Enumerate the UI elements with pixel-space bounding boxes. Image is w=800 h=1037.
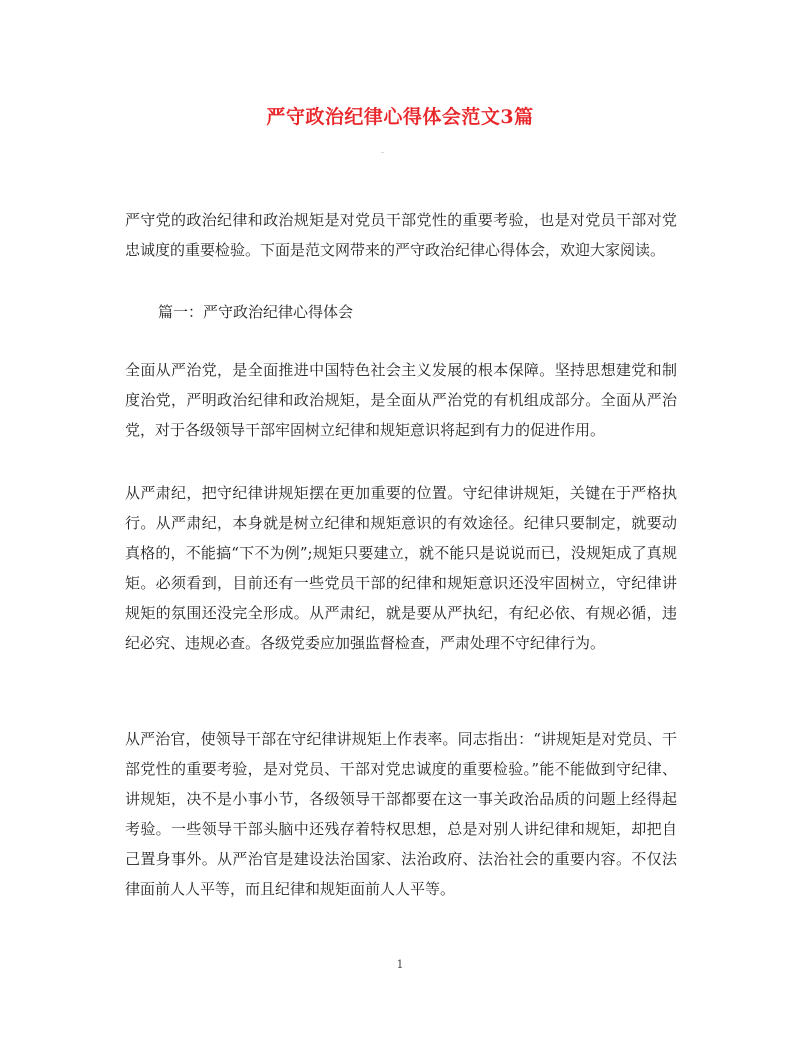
intro-paragraph: 严守党的政治纪律和政治规矩是对党员干部党性的重要考验，也是对党员干部对党忠诚度的重要检验。下面是范文网带来的严守政治纪律心得体会，欢迎大家阅读。: [125, 211, 677, 259]
section-heading: 篇一：严守政治纪律心得体会: [158, 303, 354, 321]
body-paragraph: 全面从严治党，是全面推进中国特色社会主义发展的根本保障。坚持思想建党和制度治党，严明政治纪律和政治规矩，是全面从严治党的有机组成部分。全面从严治党，对于各级领导干部牢固树立纪律和规矩意识将起到有力的促进作用。: [125, 361, 677, 439]
page-number: 1: [396, 958, 404, 971]
title-divider: [381, 152, 384, 153]
document-title: 严守政治纪律心得体会范文3篇: [266, 106, 534, 128]
body-paragraph: 从严肃纪，把守纪律讲规矩摆在更加重要的位置。守纪律讲规矩，关键在于严格执行。从严肃纪，本身就是树立纪律和规矩意识的有效途径。纪律只要制定，就要动真格的，不能搞“下不为例”;规矩只要建立，就不能只是说说而已，没规矩成了真规矩。必须看到，目前还有一些党员干部的纪律和规矩意识还没牢固树立，守纪律讲规矩的氛围还没完全形成。从严肃纪，就是要从严执纪，有纪必依、有规必循，违纪必究、违规必查。各级党委应加强监督检查，严肃处理不守纪律行为。: [125, 484, 677, 652]
body-paragraph: 从严治官，使领导干部在守纪律讲规矩上作表率。同志指出：“讲规矩是对党员、干部党性的重要考验，是对党员、干部对党忠诚度的重要检验。”能不能做到守纪律、讲规矩，决不是小事小节，各级领导干部都要在这一事关政治品质的问题上经得起考验。一些领导干部头脑中还残存着特权思想，总是对别人讲纪律和规矩，却把自己置身事外。从严治官是建设法治国家、法治政府、法治社会的重要内容。不仅法律面前人人平等，而且纪律和规矩面前人人平等。: [125, 730, 677, 898]
